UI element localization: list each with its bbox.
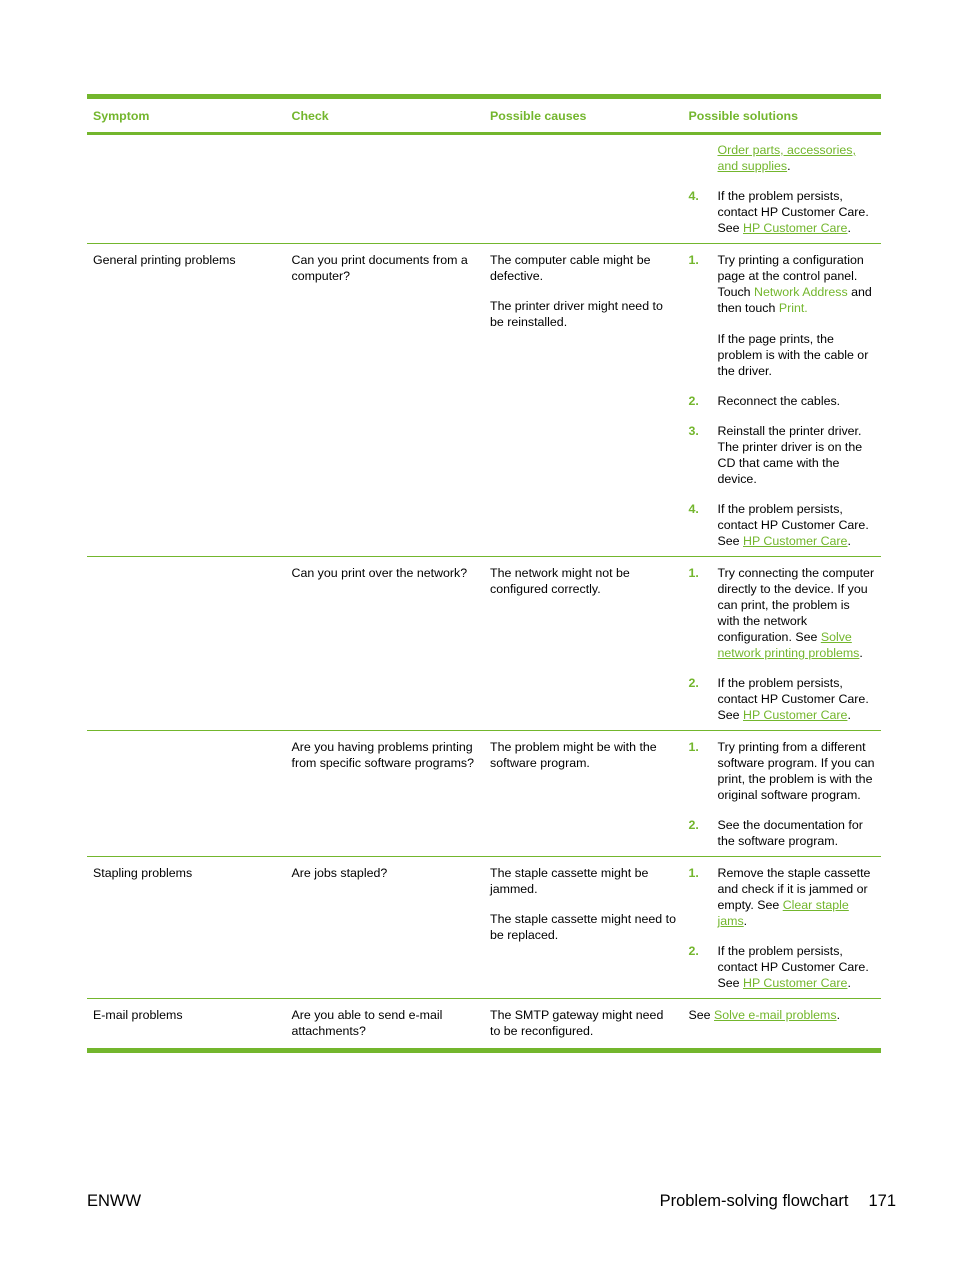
step-text: Reconnect the cables. [717, 394, 841, 408]
causes-cell [484, 731, 683, 857]
punctuation: . [847, 221, 851, 235]
punctuation: . [847, 708, 851, 722]
step-number: 2. [688, 944, 699, 958]
symptom-cell [87, 557, 286, 731]
troubleshooting-table [87, 94, 881, 1053]
hp-customer-care-link[interactable]: HP Customer Care [743, 976, 848, 990]
step-number: 1. [688, 866, 699, 880]
network-address-term: Network Address [754, 285, 848, 299]
step-text: If the problem persists, contact HP Customer Care. See [717, 189, 869, 235]
symptom-cell [87, 731, 286, 857]
punctuation: . [847, 534, 851, 548]
solution-steps [689, 565, 876, 723]
solution-text: See [688, 1008, 714, 1022]
causes-cell [484, 999, 683, 1051]
footer-enww: ENWW [87, 1192, 142, 1210]
step-text: If the problem persists, contact HP Customer Care. See [717, 502, 869, 548]
causes-cell [484, 557, 683, 731]
header-symptom: Symptom [87, 97, 286, 134]
step-text: Try connecting the computer directly to the device. If you can print, the problem is with the network configuration. See [717, 566, 875, 644]
solutions-cell [683, 557, 882, 731]
hp-customer-care-link[interactable]: HP Customer Care [743, 221, 848, 235]
punctuation: . [787, 159, 791, 173]
cause-text: The staple cassette might need to be replaced. [490, 912, 676, 942]
solution-steps [689, 252, 876, 549]
solution-step [689, 943, 876, 991]
header-check: Check [286, 97, 485, 134]
symptom-cell: General printing problems [87, 244, 286, 557]
step-number: 4. [688, 502, 699, 516]
header-possible-solutions: Possible solutions [683, 97, 882, 134]
step-number: 1. [688, 740, 699, 754]
step-number: 2. [688, 818, 699, 832]
punctuation: . [743, 914, 748, 928]
step-text: If the problem persists, contact HP Customer Care. See [717, 676, 869, 722]
check-cell: Are you able to send e-mail attachments? [286, 999, 485, 1051]
order-parts-link[interactable]: Order parts, accessories, and supplies [717, 143, 856, 173]
check-cell [286, 134, 485, 244]
hp-customer-care-link[interactable]: HP Customer Care [743, 534, 848, 548]
check-cell: Can you print over the network? [286, 557, 485, 731]
causes-cell [484, 134, 683, 244]
solve-network-printing-link[interactable]: Solve network printing problems [717, 630, 860, 660]
solutions-cell [683, 134, 882, 244]
step-number: 2. [688, 394, 699, 408]
step-subtext: If the page prints, the problem is with the cable or the driver. [717, 332, 869, 378]
solution-step [689, 393, 876, 409]
step-text: Reinstall the printer driver. The printer driver is on the CD that came with the device. [717, 424, 863, 486]
solution-steps [689, 865, 876, 991]
table-row [87, 134, 881, 244]
print-term: Print. [778, 301, 808, 315]
cause-text: The SMTP gateway might need to be reconfigured. [490, 1008, 664, 1038]
solution-step [689, 865, 876, 929]
step-number: 1. [688, 253, 699, 267]
cause-text: The computer cable might be defective. [490, 253, 651, 283]
punctuation: . [836, 1008, 841, 1022]
causes-cell [484, 857, 683, 999]
solution-step [689, 565, 876, 661]
solution-steps [689, 142, 876, 236]
step-text: Try printing from a different software program. If you can print, the problem is with the original software program. [717, 740, 875, 802]
solution-step [689, 423, 876, 487]
cause-text: The staple cassette might be jammed. [490, 866, 649, 896]
step-text: Try printing a configuration page at the control panel. Touch [717, 253, 864, 299]
check-cell: Are jobs stapled? [286, 857, 485, 999]
solution-step [689, 501, 876, 549]
table-row [87, 999, 881, 1051]
solve-email-problems-link[interactable]: Solve e-mail problems [714, 1008, 837, 1022]
table-row [87, 557, 881, 731]
footer-section-title: Problem-solving flowchart [659, 1192, 849, 1210]
symptom-cell: Stapling problems [87, 857, 286, 999]
solution-step [689, 675, 876, 723]
cause-text: The printer driver might need to be reinstalled. [490, 299, 663, 329]
table-row [87, 857, 881, 999]
solution-step [689, 252, 876, 379]
solutions-cell [683, 857, 882, 999]
symptom-cell: E-mail problems [87, 999, 286, 1051]
step-number: 3. [688, 424, 699, 438]
clear-staple-jams-link[interactable]: Clear staple jams [717, 898, 849, 928]
solutions-cell [683, 999, 882, 1051]
check-cell: Can you print documents from a computer? [286, 244, 485, 557]
solution-step [689, 739, 876, 803]
step-number: 2. [688, 676, 699, 690]
solution-step [689, 817, 876, 849]
cause-text: The network might not be configured correctly. [490, 566, 630, 596]
table-row [87, 731, 881, 857]
hp-customer-care-link[interactable]: HP Customer Care [743, 708, 848, 722]
step-number: 4. [688, 189, 699, 203]
table-row [87, 244, 881, 557]
cause-text: The problem might be with the software program. [490, 740, 657, 770]
punctuation: . [847, 976, 851, 990]
step-text: If the problem persists, contact HP Customer Care. See [717, 944, 869, 990]
solutions-cell [683, 731, 882, 857]
footer-section [660, 1191, 896, 1211]
table-header-row [87, 97, 881, 134]
step-text: See the documentation for the software program. [717, 818, 863, 848]
page-number: 171 [868, 1192, 896, 1210]
symptom-cell [87, 134, 286, 244]
causes-cell [484, 244, 683, 557]
punctuation: . [859, 646, 863, 660]
header-possible-causes: Possible causes [484, 97, 683, 134]
solutions-cell [683, 244, 882, 557]
solution-steps [689, 739, 876, 849]
step-number: 1. [688, 566, 699, 580]
step-text: and then touch [717, 285, 872, 315]
solution-step [689, 142, 876, 174]
step-text: Remove the staple cassette and check if it is jammed or empty. See [717, 866, 871, 912]
solution-step [689, 188, 876, 236]
check-cell: Are you having problems printing from specific software programs? [286, 731, 485, 857]
